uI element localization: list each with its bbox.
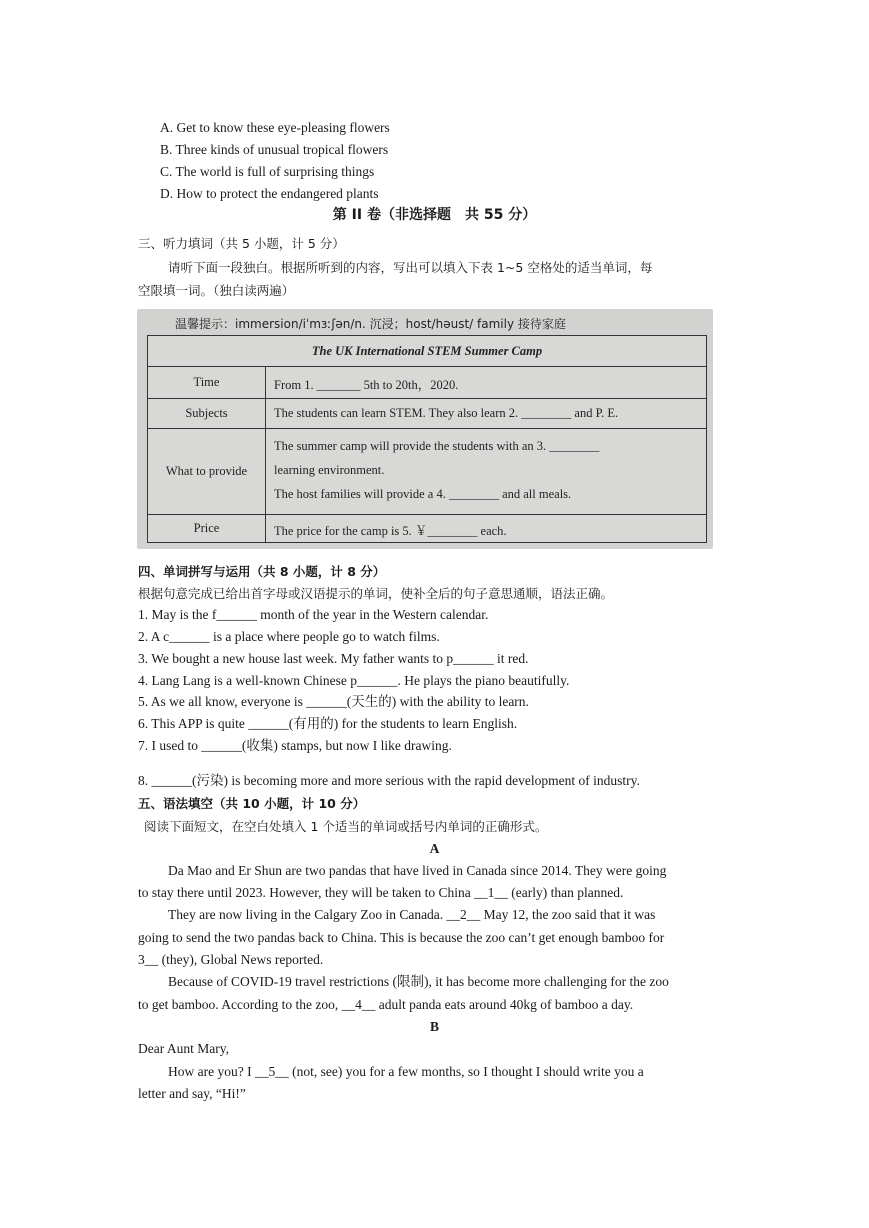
time-value: From 1. _______ 5th to 20th，2020.: [274, 378, 459, 392]
spelling-item-6: 6. This APP is quite ______(有用的) for the students to learn English.: [138, 716, 518, 731]
option-d: D. How to protect the endangered plants: [160, 186, 379, 201]
listening-table: [147, 335, 707, 543]
section3-heading: 三、听力填词（共 5 小题，计 5 分）: [138, 236, 345, 251]
table-row-subjects: [148, 398, 706, 428]
letter-greeting: Dear Aunt Mary,: [138, 1041, 229, 1056]
price-label: Price: [148, 515, 266, 542]
option-a: A. Get to know these eye-pleasing flowers: [160, 120, 390, 135]
listening-table-image: [137, 309, 713, 549]
table-row-provide: [148, 428, 706, 514]
spelling-item-8: 8. ______(污染) is becoming more and more serious with the rapid development of industry.: [138, 773, 640, 788]
provide-line2: learning environment.: [274, 463, 385, 477]
section3-instruction-line2: 空限填一词。（独白读两遍）: [138, 283, 295, 298]
option-c: C. The world is full of surprising things: [160, 164, 375, 179]
spelling-item-3: 3. We bought a new house last week. My father wants to p______ it red.: [138, 651, 529, 666]
option-b: B. Three kinds of unusual tropical flowers: [160, 142, 389, 157]
spelling-item-1: 1. May is the f______ month of the year in the Western calendar.: [138, 607, 489, 622]
subjects-value: The students can learn STEM. They also learn 2. ________ and P. E.: [274, 406, 619, 420]
passage-a-line4: going to send the two pandas back to China. This is because the zoo can’t get enough bamboo for: [138, 930, 665, 945]
section5-heading: 五、语法填空（共 10 小题，计 10 分）: [138, 796, 366, 811]
subjects-label: Subjects: [148, 399, 266, 428]
provide-label: What to provide: [148, 429, 266, 514]
section3-instruction-line1: 请听下面一段独白。根据所听到的内容，写出可以填入下表 1~5 空格处的适当单词，每: [168, 260, 653, 275]
provide-line1: The summer camp will provide the students with an 3. ________: [274, 439, 600, 453]
passage-a-line1: Da Mao and Er Shun are two pandas that have lived in Canada since 2014. They were going: [168, 863, 667, 878]
passage-b-line2: letter and say, “Hi!”: [138, 1086, 246, 1101]
time-label: Time: [148, 367, 266, 398]
passage-a-line3: They are now living in the Calgary Zoo in Canada. __2__ May 12, the zoo said that it was: [168, 907, 656, 922]
spelling-item-7: 7. I used to ______(收集) stamps, but now I like drawing.: [138, 738, 452, 753]
spelling-item-2: 2. A c______ is a place where people go to watch films.: [138, 629, 440, 644]
price-value: The price for the camp is 5. ￥________ each.: [274, 524, 507, 538]
passage-b-label: B: [429, 1019, 439, 1034]
passage-a-line6: Because of COVID-19 travel restrictions (限制), it has become more challenging for the zoo: [168, 974, 669, 989]
provide-line3: The host families will provide a 4. ________ and all meals.: [274, 487, 572, 501]
section4-heading: 四、单词拼写与运用（共 8 小题，计 8 分）: [138, 564, 386, 579]
part2-title: 第 II 卷（非选择题 共 55 分）: [332, 207, 537, 223]
spelling-item-4: 4. Lang Lang is a well-known Chinese p______. He plays the piano beautifully.: [138, 673, 570, 688]
section4-instruction: 根据句意完成已给出首字母或汉语提示的单词，使补全后的句子意思通顺，语法正确。: [138, 586, 614, 601]
table-row-time: [148, 366, 706, 398]
spelling-item-5: 5. As we all know, everyone is ______(天生的) with the ability to learn.: [138, 694, 529, 709]
table-title-row: [148, 336, 706, 366]
passage-a-line2: to stay there until 2023. However, they will be taken to China __1__ (early) than planned.: [138, 885, 624, 900]
section5-instruction: 阅读下面短文，在空白处填入 1 个适当的单词或括号内单词的正确形式。: [144, 819, 548, 834]
passage-a-line7: to get bamboo. According to the zoo, __4__ adult panda eats around 40kg of bamboo a day.: [138, 997, 634, 1012]
vocab-tip: 温馨提示：immersion/iˈmɜːʃən/n. 沉浸；host/həust/ family 接待家庭: [175, 317, 566, 331]
table-title: The UK International STEM Summer Camp: [311, 343, 543, 358]
passage-a-label: A: [429, 841, 440, 856]
table-row-price: [148, 514, 706, 542]
passage-b-line1: How are you? I __5__ (not, see) you for a few months, so I thought I should write you a: [168, 1064, 644, 1079]
passage-a-line5: 3__ (they), Global News reported.: [138, 952, 324, 967]
